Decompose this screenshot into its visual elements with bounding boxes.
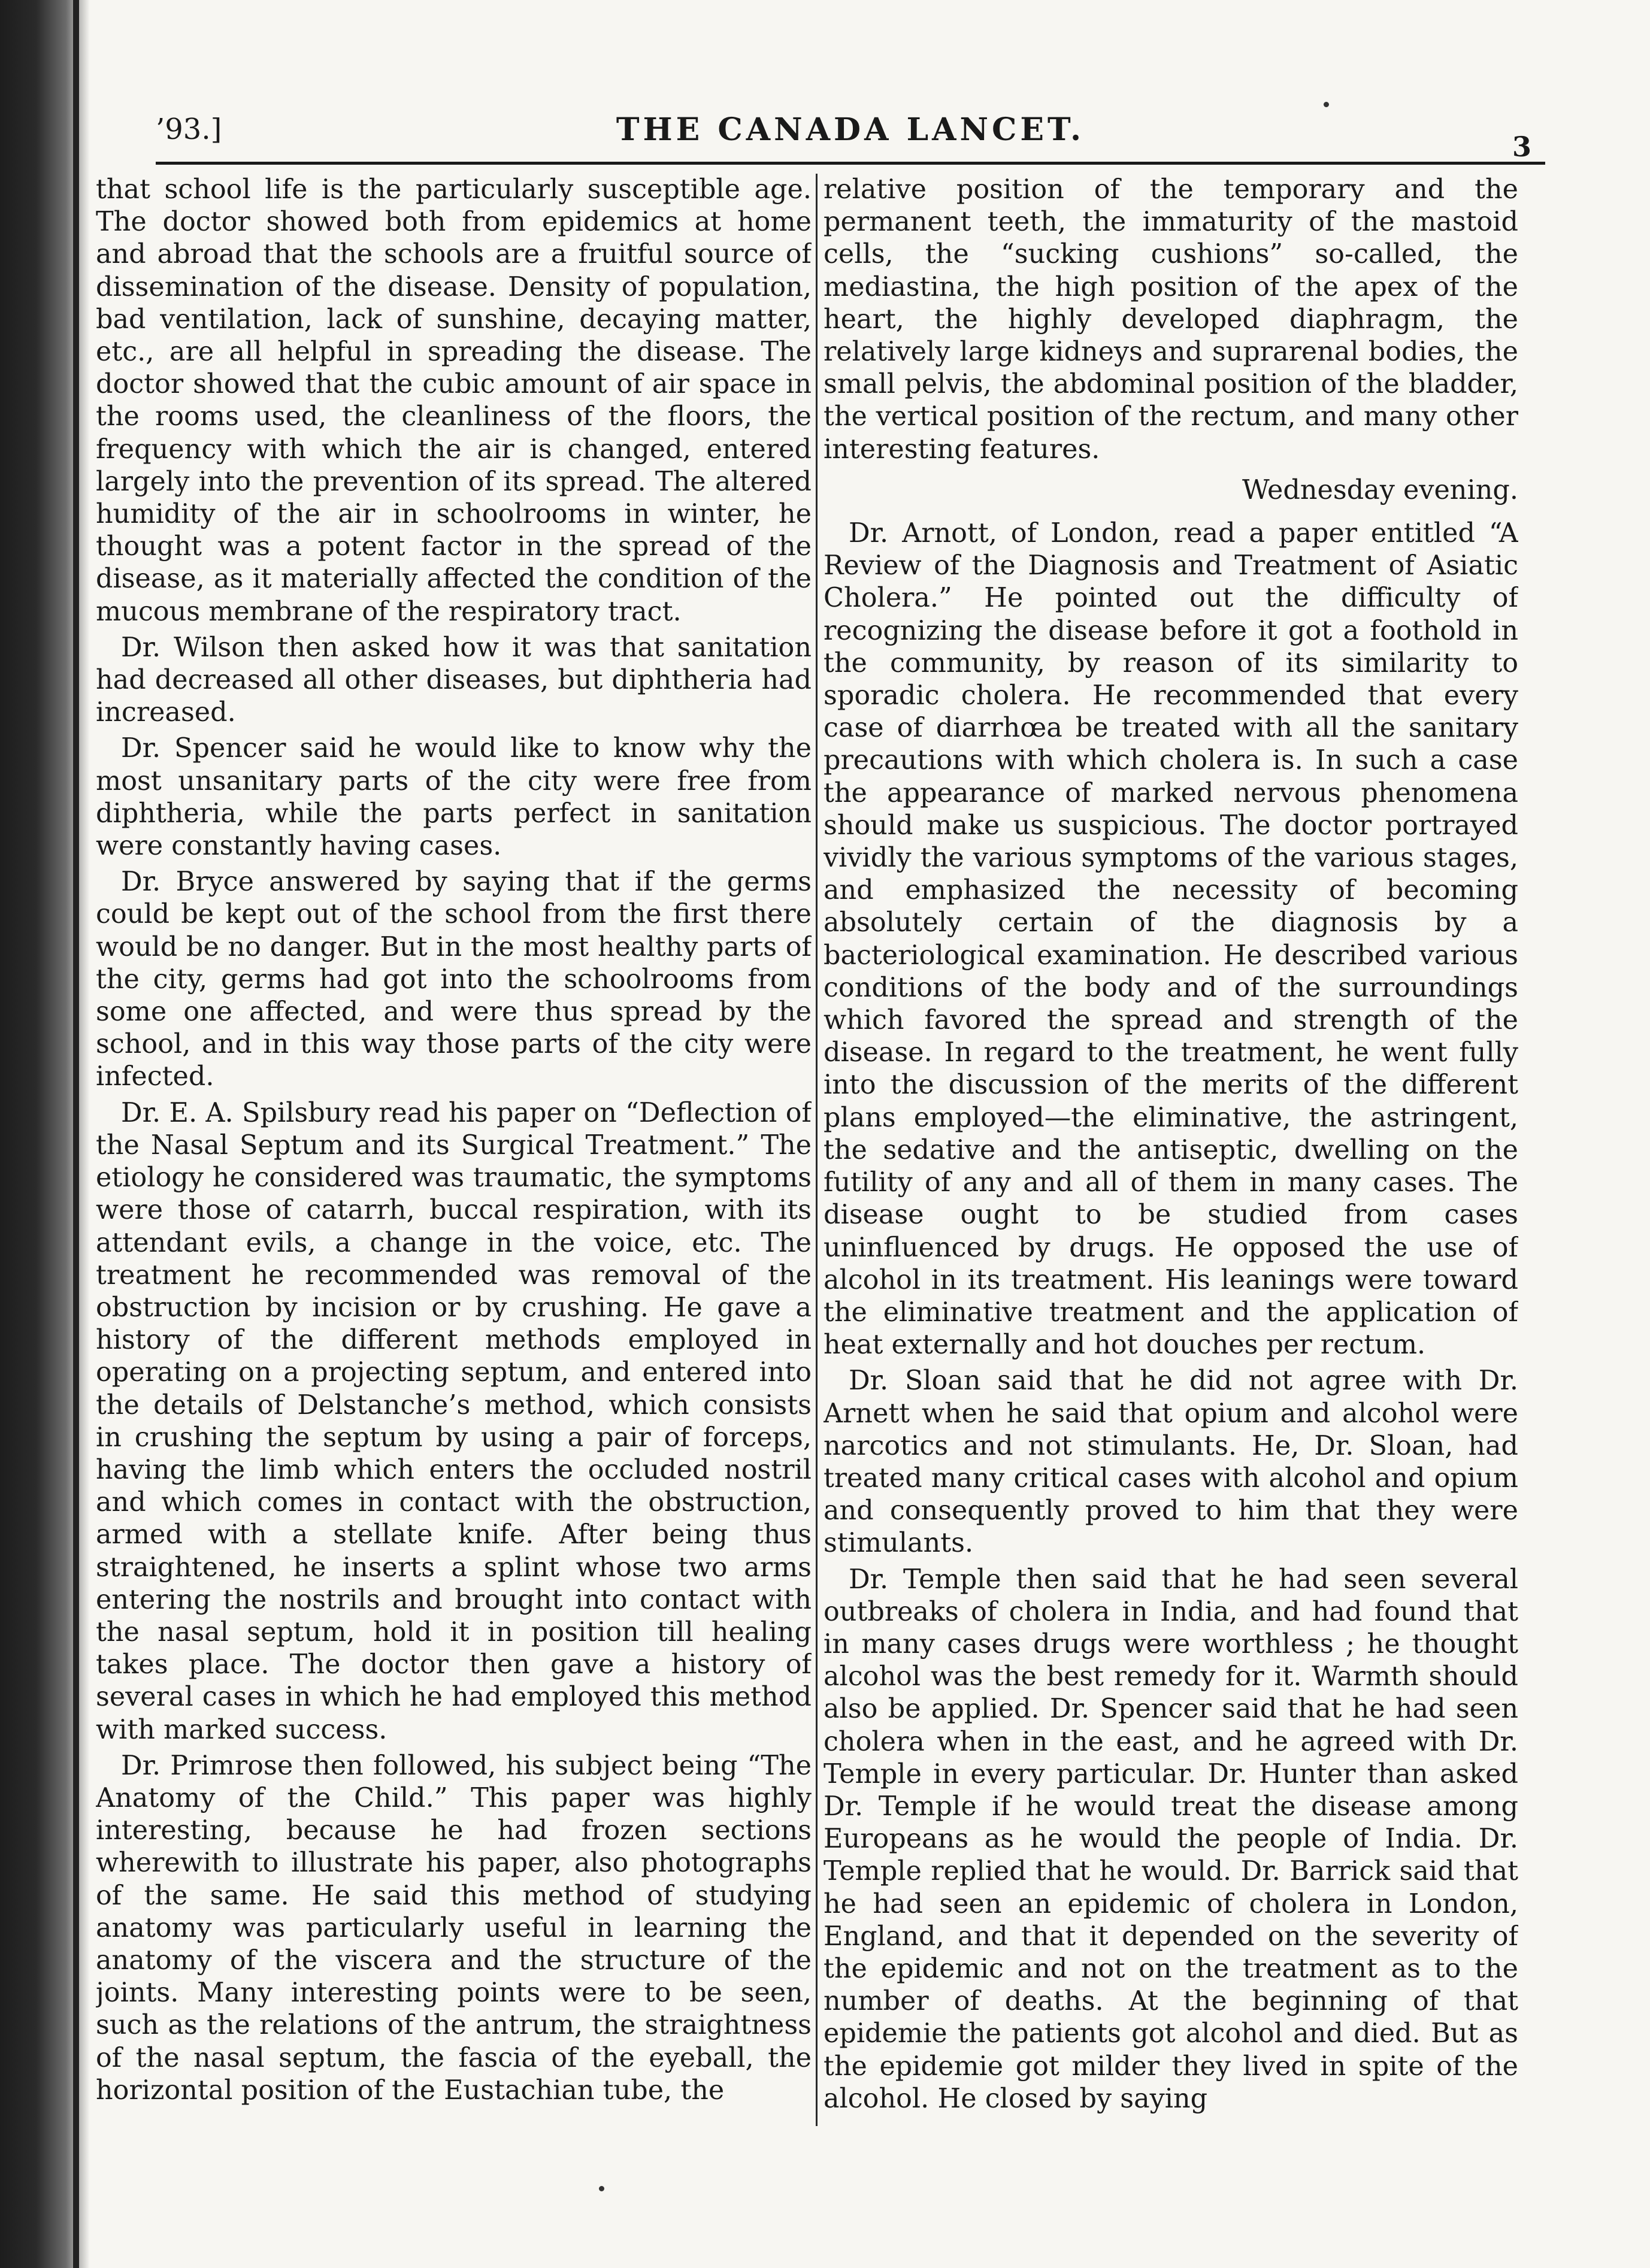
paragraph-wilson-question: Dr. Wilson then asked how it was that sanitation had decreased all other diseases, but diphtheria had increased. — [96, 632, 812, 728]
paragraph-spilsbury-paper: Dr. E. A. Spilsbury read his paper on “Deflection of the Nasal Septum and its Surgical Treatment.” The etiology he considered was traumatic, the symptoms were those of catarrh, buccal respiration, with its attendant evils, a change in the voice, etc. The treatment he recommended was removal of the obstruction by incision or by crushing. He gave a history of the different methods employed in operating on a projecting septum, and entered into the details of Delstanche’s method, which consists in crushing the septum by using a pair of forceps, having the limb which enters the occluded nostril and which comes in contact with the obstruction, armed with a stellate knife. After being thus straightened, he inserts a splint whose two arms entering the nostrils and brought into contact with the nasal septum, hold it in position till healing takes place. The doctor then gave a history of several cases in which he had employed this method with marked success. — [96, 1097, 812, 1745]
binding-rule — [73, 0, 79, 2268]
paragraph-diphtheria-schools: that school life is the particularly susceptible age. The doctor showed both from epidemics at home and abroad that the schools are a fruitful source of dissemination of the disease. Density of population, bad ventilation, lack of sunshine, decaying matter, etc., are all helpful in spreading the disease. The doctor showed that the cubic amount of air space in the rooms used, the cleanliness of the floors, the frequency with which the air is changed, entered largely into the prevention of its spread. The altered humidity of the air in schoolrooms in winter, he thought was a potent factor in the spread of the disease, as it materially affected the condition of the mucous membrane of the respiratory tract. — [96, 174, 812, 627]
paragraph-primrose-paper: Dr. Primrose then followed, his subject being “The Anatomy of the Child.” This paper was highly interesting, because he had frozen sections wherewith to illustrate his paper, also photographs of the same. He said this method of studying anatomy was particularly useful in learning the anatomy of the viscera and the structure of the joints. Many interesting points were to be seen, such as the relations of the antrum, the straightness of the nasal septum, the fascia of the eyeball, the horizontal position of the Eustachian tube, the — [96, 1750, 812, 2106]
paragraph-spencer-question: Dr. Spencer said he would like to know why the most unsanitary parts of the city were free from diphtheria, while the parts perfect in sanitation were constantly having cases. — [96, 733, 812, 862]
left-column — [96, 174, 812, 2126]
right-column — [824, 174, 1518, 2126]
paragraph-temple-discussion: Dr. Temple then said that he had seen several outbreaks of cholera in India, and had found that in many cases drugs were worthless ; he thought alcohol was the best remedy for it. Warmth should also be applied. Dr. Spencer said that he had seen cholera when in the east, and he agreed with Dr. Temple in every particular. Dr. Hunter than asked Dr. Temple if he would treat the disease among Europeans as he would the people of India. Dr. Temple replied that he would. Dr. Barrick said that he had seen an epidemic of cholera in London, England, and that it depended on the severity of the epidemic and not on the treatment as to the number of deaths. At the beginning of that epidemie the patients got alcohol and died. But as the epidemie got milder they lived in spite of the alcohol. He closed by saying — [824, 1564, 1518, 2114]
print-speck — [599, 2186, 604, 2191]
header-year: ’93.] — [156, 113, 222, 146]
page-number: 3 — [1512, 131, 1532, 163]
paragraph-sloan-reply: Dr. Sloan said that he did not agree with Dr. Arnett when he said that opium and alcohol were narcotics and not stimulants. He, Dr. Sloan, had treated many critical cases with alcohol and opium and consequently proved to him that they were stimulants. — [824, 1365, 1518, 1559]
journal-title: THE CANADA LANCET. — [616, 111, 1085, 148]
running-header — [156, 108, 1545, 165]
column-divider — [816, 174, 818, 2126]
session-heading: Wednesday evening. — [1242, 474, 1518, 505]
print-speck — [1324, 102, 1329, 107]
paragraph-arnott-cholera: Dr. Arnott, of London, read a paper entitled “A Review of the Diagnosis and Treatment of Asiatic Cholera.” He pointed out the difficulty of recognizing the disease before it got a foothold in the community, by reason of its similarity to sporadic cholera. He recommended that every case of diarrhœa be treated with all the sanitary precautions with which cholera is. In such a case the appearance of marked nervous phenomena should make us suspicious. The doctor portrayed vividly the various symptoms of the various stages, and emphasized the necessity of becoming absolutely certain of the diagnosis by a bacteriological examination. He described various conditions of the body and of the surroundings which favored the spread and strength of the disease. In regard to the treatment, he went fully into the discussion of the merits of the different plans employed—the eliminative, the astringent, the sedative and the antiseptic, dwelling on the futility of any and all of them in many cases. The disease ought to be studied from cases uninfluenced by drugs. He opposed the use of alcohol in its treatment. His leanings were toward the eliminative treatment and the application of heat externally and hot douches per rectum. — [824, 518, 1518, 1361]
paragraph-anatomy-continuation: relative position of the temporary and the permanent teeth, the immaturity of the mastoid cells, the “sucking cushions” so-called, the mediastina, the high position of the apex of the heart, the highly developed diaphragm, the relatively large kidneys and suprarenal bodies, the small pelvis, the abdominal position of the bladder, the vertical position of the rectum, and many other interesting features. — [824, 174, 1518, 465]
paragraph-bryce-answer: Dr. Bryce answered by saying that if the germs could be kept out of the school from the first there would be no danger. But in the most healthy parts of the city, germs had got into the schoolrooms from some one affected, and were thus spread by the school, and in this way those parts of the city were infected. — [96, 867, 812, 1092]
